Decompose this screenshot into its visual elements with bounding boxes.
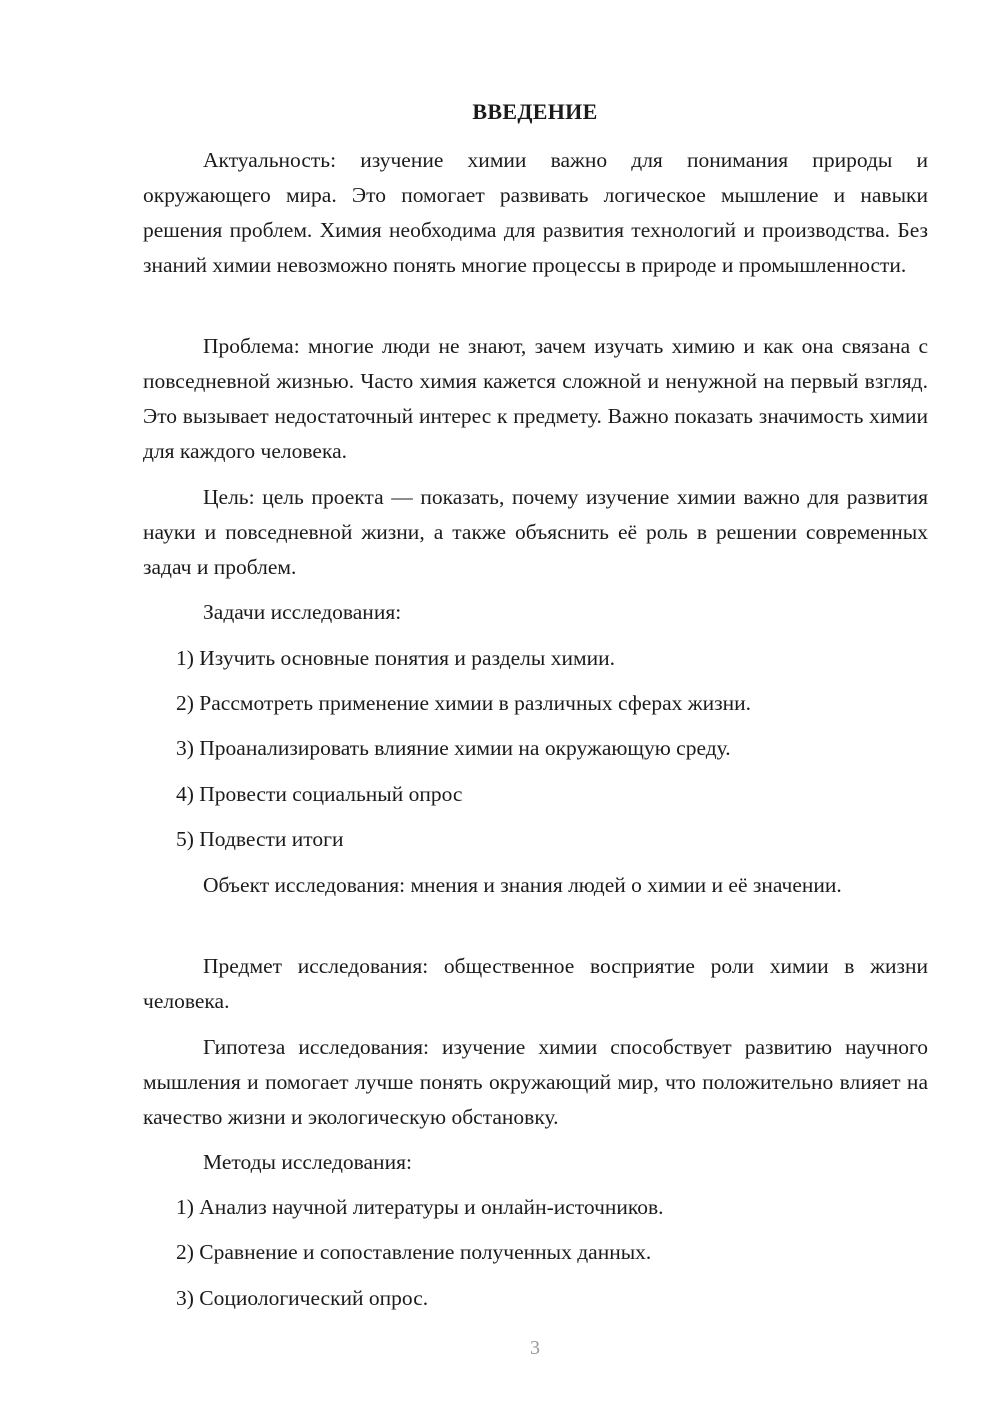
relevance-paragraph: Актуальность: изучение химии важно для понимания природы и окружающего мира. Это помогает развивать логическое мышление и навыки решения проблем. Химия необходима для развития технологий и производства. Без знаний химии невозможно понять многие процессы в природе и промышленности. bbox=[143, 148, 928, 277]
page-number: 3 bbox=[530, 1337, 540, 1359]
object-paragraph: Объект исследования: мнения и знания людей о химии и её значении. bbox=[203, 873, 842, 897]
method-item: 3) Социологический опрос. bbox=[176, 1286, 429, 1310]
methods-label: Методы исследования: bbox=[203, 1150, 412, 1174]
task-item: 4) Провести социальный опрос bbox=[176, 782, 463, 806]
method-item: 1) Анализ научной литературы и онлайн-источников. bbox=[176, 1195, 664, 1219]
page-title: ВВЕДЕНИЕ bbox=[472, 99, 598, 124]
task-item: 3) Проанализировать влияние химии на окружающую среду. bbox=[176, 736, 731, 760]
subject-paragraph: Предмет исследования: общественное восприятие роли химии в жизни человека. bbox=[143, 954, 928, 1013]
task-item: 1) Изучить основные понятия и разделы химии. bbox=[176, 646, 615, 670]
tasks-label: Задачи исследования: bbox=[203, 600, 402, 624]
task-item: 5) Подвести итоги bbox=[176, 827, 344, 851]
problem-paragraph: Проблема: многие люди не знают, зачем изучать химию и как она связана с повседневной жизнью. Часто химия кажется сложной и ненужной на первый взгляд. Это вызывает недостаточный интерес к предмету. Важно показать значимость химии для каждого человека. bbox=[143, 334, 928, 463]
hypothesis-paragraph: Гипотеза исследования: изучение химии способствует развитию научного мышления и помогает лучше понять окружающий мир, что положительно влияет на качество жизни и экологическую обстановку. bbox=[143, 1035, 928, 1129]
method-item: 2) Сравнение и сопоставление полученных данных. bbox=[176, 1240, 652, 1264]
goal-paragraph: Цель: цель проекта — показать, почему изучение химии важно для развития науки и повседневной жизни, а также объяснить её роль в решении современных задач и проблем. bbox=[143, 485, 928, 579]
task-item: 2) Рассмотреть применение химии в различных сферах жизни. bbox=[176, 691, 751, 715]
